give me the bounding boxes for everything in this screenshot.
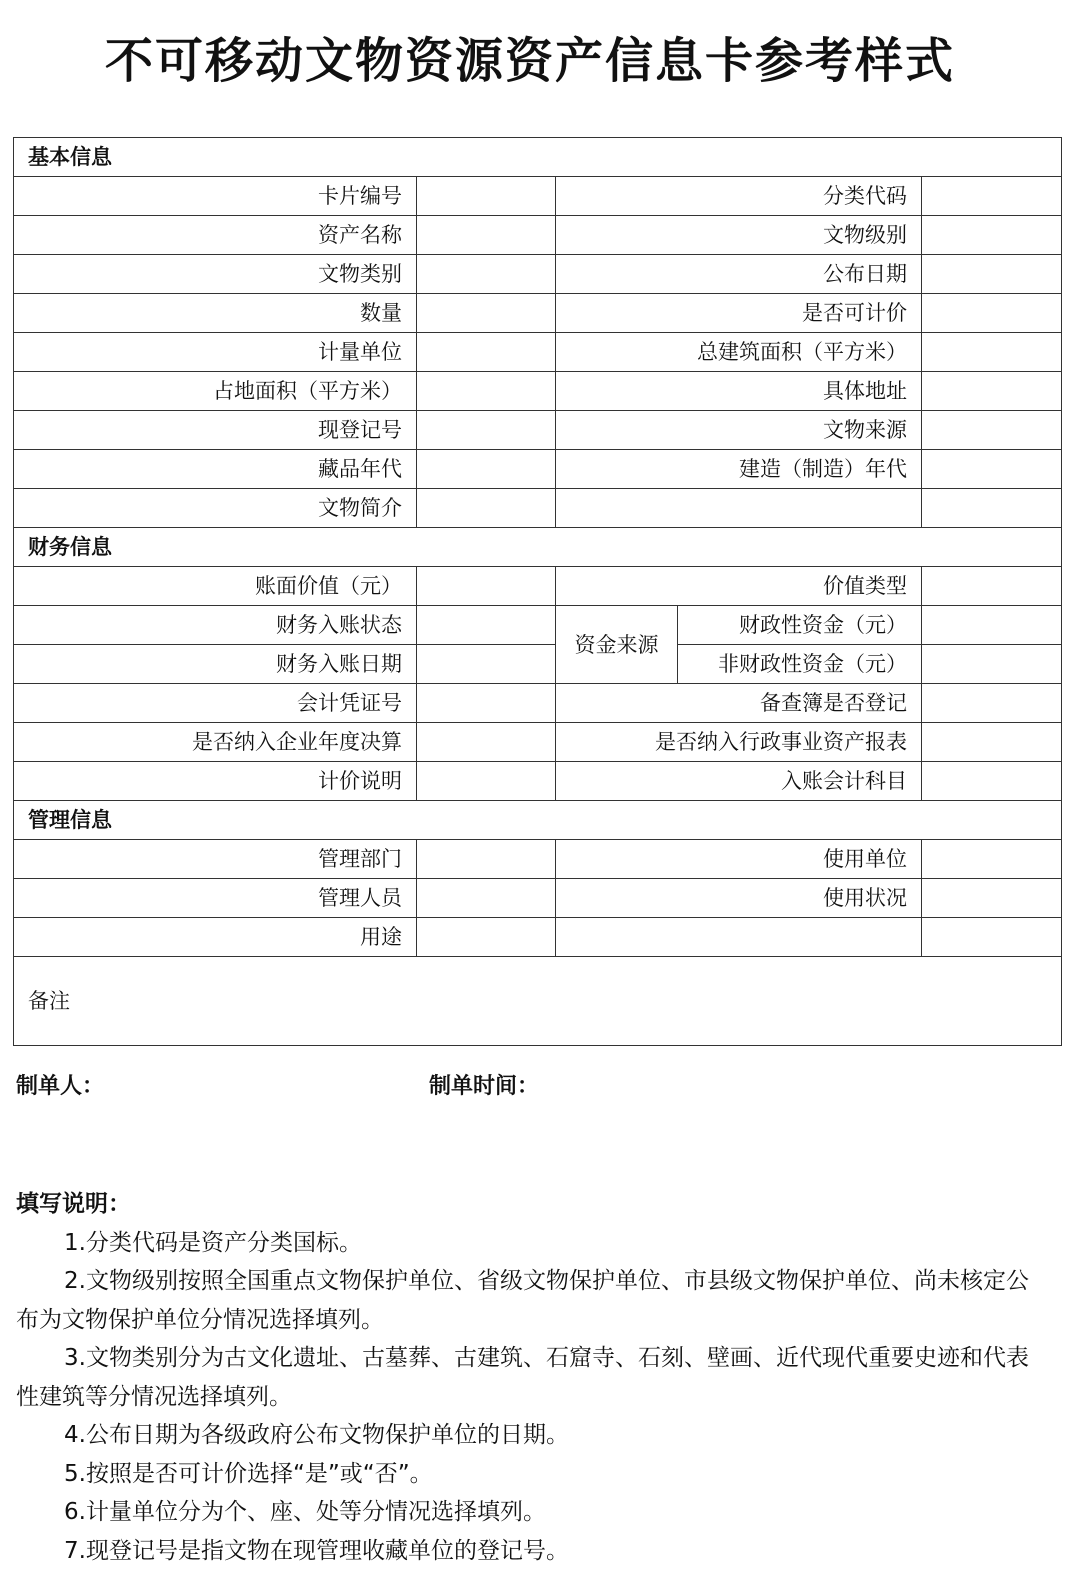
filling-instructions bbox=[16, 1185, 1051, 1570]
field-label: 文物简介 bbox=[14, 489, 417, 528]
instruction-item: 3.文物类别分为古文化遗址、古墓葬、古建筑、石窟寺、石刻、壁画、近代现代重要史迹和代表性建筑等分情况选择填列。 bbox=[16, 1345, 1029, 1410]
field-value-cell[interactable] bbox=[556, 489, 922, 528]
table-row bbox=[14, 645, 1062, 684]
field-label: 公布日期 bbox=[556, 255, 922, 294]
section-basic-row bbox=[14, 138, 1062, 177]
field-value-cell[interactable] bbox=[417, 333, 556, 372]
field-label: 具体地址 bbox=[556, 372, 922, 411]
table-row bbox=[14, 918, 1062, 957]
table-row bbox=[14, 177, 1062, 216]
table-row bbox=[14, 567, 1062, 606]
table-row bbox=[14, 684, 1062, 723]
field-label: 会计凭证号 bbox=[14, 684, 417, 723]
field-label: 分类代码 bbox=[556, 177, 922, 216]
field-value-cell[interactable] bbox=[417, 567, 556, 606]
field-label: 管理人员 bbox=[14, 879, 417, 918]
field-value-cell[interactable] bbox=[922, 450, 1062, 489]
field-label: 资产名称 bbox=[14, 216, 417, 255]
field-value-cell[interactable] bbox=[922, 918, 1062, 957]
field-label: 管理部门 bbox=[14, 840, 417, 879]
field-label: 卡片编号 bbox=[14, 177, 417, 216]
table-row bbox=[14, 879, 1062, 918]
table-row bbox=[14, 723, 1062, 762]
field-value-cell[interactable] bbox=[417, 723, 556, 762]
field-value-cell[interactable] bbox=[417, 489, 556, 528]
field-value-cell[interactable] bbox=[922, 216, 1062, 255]
field-label: 计量单位 bbox=[14, 333, 417, 372]
field-value-cell[interactable] bbox=[417, 645, 556, 684]
instruction-item: 5.按照是否可计价选择“是”或“否”。 bbox=[64, 1460, 433, 1487]
field-value-cell[interactable] bbox=[417, 840, 556, 879]
section-management-header: 管理信息 bbox=[14, 801, 1062, 840]
make-time-label: 制单时间： bbox=[429, 1074, 540, 1099]
field-value-cell[interactable] bbox=[417, 450, 556, 489]
field-value-cell[interactable] bbox=[417, 918, 556, 957]
field-value-cell[interactable] bbox=[417, 294, 556, 333]
field-label: 建造（制造）年代 bbox=[556, 450, 922, 489]
fund-source-label: 资金来源 bbox=[556, 606, 678, 684]
field-label: 财务入账状态 bbox=[14, 606, 417, 645]
field-label: 账面价值（元） bbox=[14, 567, 417, 606]
maker-label: 制单人： bbox=[16, 1074, 105, 1099]
instruction-item: 2.文物级别按照全国重点文物保护单位、省级文物保护单位、市县级文物保护单位、尚未核定公布为文物保护单位分情况选择填列。 bbox=[16, 1268, 1029, 1333]
field-label: 文物来源 bbox=[556, 411, 922, 450]
field-value-cell[interactable] bbox=[922, 723, 1062, 762]
field-value-cell[interactable] bbox=[922, 606, 1062, 645]
field-label: 总建筑面积（平方米） bbox=[556, 333, 922, 372]
field-value-cell[interactable] bbox=[922, 645, 1062, 684]
field-value-cell[interactable] bbox=[417, 177, 556, 216]
field-label: 现登记号 bbox=[14, 411, 417, 450]
field-value-cell[interactable] bbox=[556, 918, 922, 957]
section-finance-header: 财务信息 bbox=[14, 528, 1062, 567]
instruction-item: 1.分类代码是资产分类国标。 bbox=[64, 1229, 362, 1256]
section-basic-header: 基本信息 bbox=[14, 138, 1062, 177]
field-label: 数量 bbox=[14, 294, 417, 333]
field-label: 备查簿是否登记 bbox=[556, 684, 922, 723]
field-label: 计价说明 bbox=[14, 762, 417, 801]
field-value-cell[interactable] bbox=[417, 606, 556, 645]
field-value-cell[interactable] bbox=[922, 411, 1062, 450]
asset-info-card bbox=[13, 137, 1062, 1046]
field-value-cell[interactable] bbox=[922, 879, 1062, 918]
field-value-cell[interactable] bbox=[922, 840, 1062, 879]
field-label: 财务入账日期 bbox=[14, 645, 417, 684]
field-label: 文物级别 bbox=[556, 216, 922, 255]
field-value-cell[interactable] bbox=[417, 879, 556, 918]
section-management-row bbox=[14, 801, 1062, 840]
table-row bbox=[14, 762, 1062, 801]
instructions-title: 填写说明： bbox=[16, 1191, 131, 1217]
field-label: 是否纳入行政事业资产报表 bbox=[556, 723, 922, 762]
field-label: 占地面积（平方米） bbox=[14, 372, 417, 411]
page-title: 不可移动文物资源资产信息卡参考样式 bbox=[104, 33, 955, 89]
field-value-cell[interactable] bbox=[922, 372, 1062, 411]
instruction-item: 7.现登记号是指文物在现管理收藏单位的登记号。 bbox=[64, 1537, 569, 1564]
field-label: 入账会计科目 bbox=[556, 762, 922, 801]
table-row bbox=[14, 450, 1062, 489]
field-value-cell[interactable] bbox=[417, 411, 556, 450]
field-label: 价值类型 bbox=[556, 567, 922, 606]
field-value-cell[interactable] bbox=[922, 684, 1062, 723]
field-value-cell[interactable] bbox=[922, 294, 1062, 333]
field-value-cell[interactable] bbox=[922, 567, 1062, 606]
field-value-cell[interactable] bbox=[922, 255, 1062, 294]
field-label: 财政性资金（元） bbox=[678, 606, 922, 645]
remark-cell[interactable]: 备注 bbox=[14, 957, 1062, 1046]
table-row bbox=[14, 411, 1062, 450]
field-value-cell[interactable] bbox=[922, 489, 1062, 528]
table-row bbox=[14, 606, 1062, 645]
table-row bbox=[14, 372, 1062, 411]
field-label: 是否可计价 bbox=[556, 294, 922, 333]
field-value-cell[interactable] bbox=[417, 255, 556, 294]
instruction-item: 6.计量单位分为个、座、处等分情况选择填列。 bbox=[64, 1499, 546, 1525]
field-value-cell[interactable] bbox=[922, 177, 1062, 216]
instruction-item: 4.公布日期为各级政府公布文物保护单位的日期。 bbox=[64, 1422, 569, 1448]
table-row bbox=[14, 216, 1062, 255]
table-row bbox=[14, 294, 1062, 333]
section-finance-row bbox=[14, 528, 1062, 567]
field-label: 用途 bbox=[14, 918, 417, 957]
field-label: 非财政性资金（元） bbox=[678, 645, 922, 684]
table-row bbox=[14, 840, 1062, 879]
field-value-cell[interactable] bbox=[922, 762, 1062, 801]
field-value-cell[interactable] bbox=[922, 333, 1062, 372]
field-value-cell[interactable] bbox=[417, 762, 556, 801]
field-label: 文物类别 bbox=[14, 255, 417, 294]
field-value-cell[interactable] bbox=[417, 372, 556, 411]
field-label: 使用单位 bbox=[556, 840, 922, 879]
field-label: 藏品年代 bbox=[14, 450, 417, 489]
field-value-cell[interactable] bbox=[417, 216, 556, 255]
field-value-cell[interactable] bbox=[417, 684, 556, 723]
table-row bbox=[14, 333, 1062, 372]
table-row bbox=[14, 489, 1062, 528]
table-row bbox=[14, 255, 1062, 294]
remark-row bbox=[14, 957, 1062, 1046]
field-label: 是否纳入企业年度决算 bbox=[14, 723, 417, 762]
field-label: 使用状况 bbox=[556, 879, 922, 918]
